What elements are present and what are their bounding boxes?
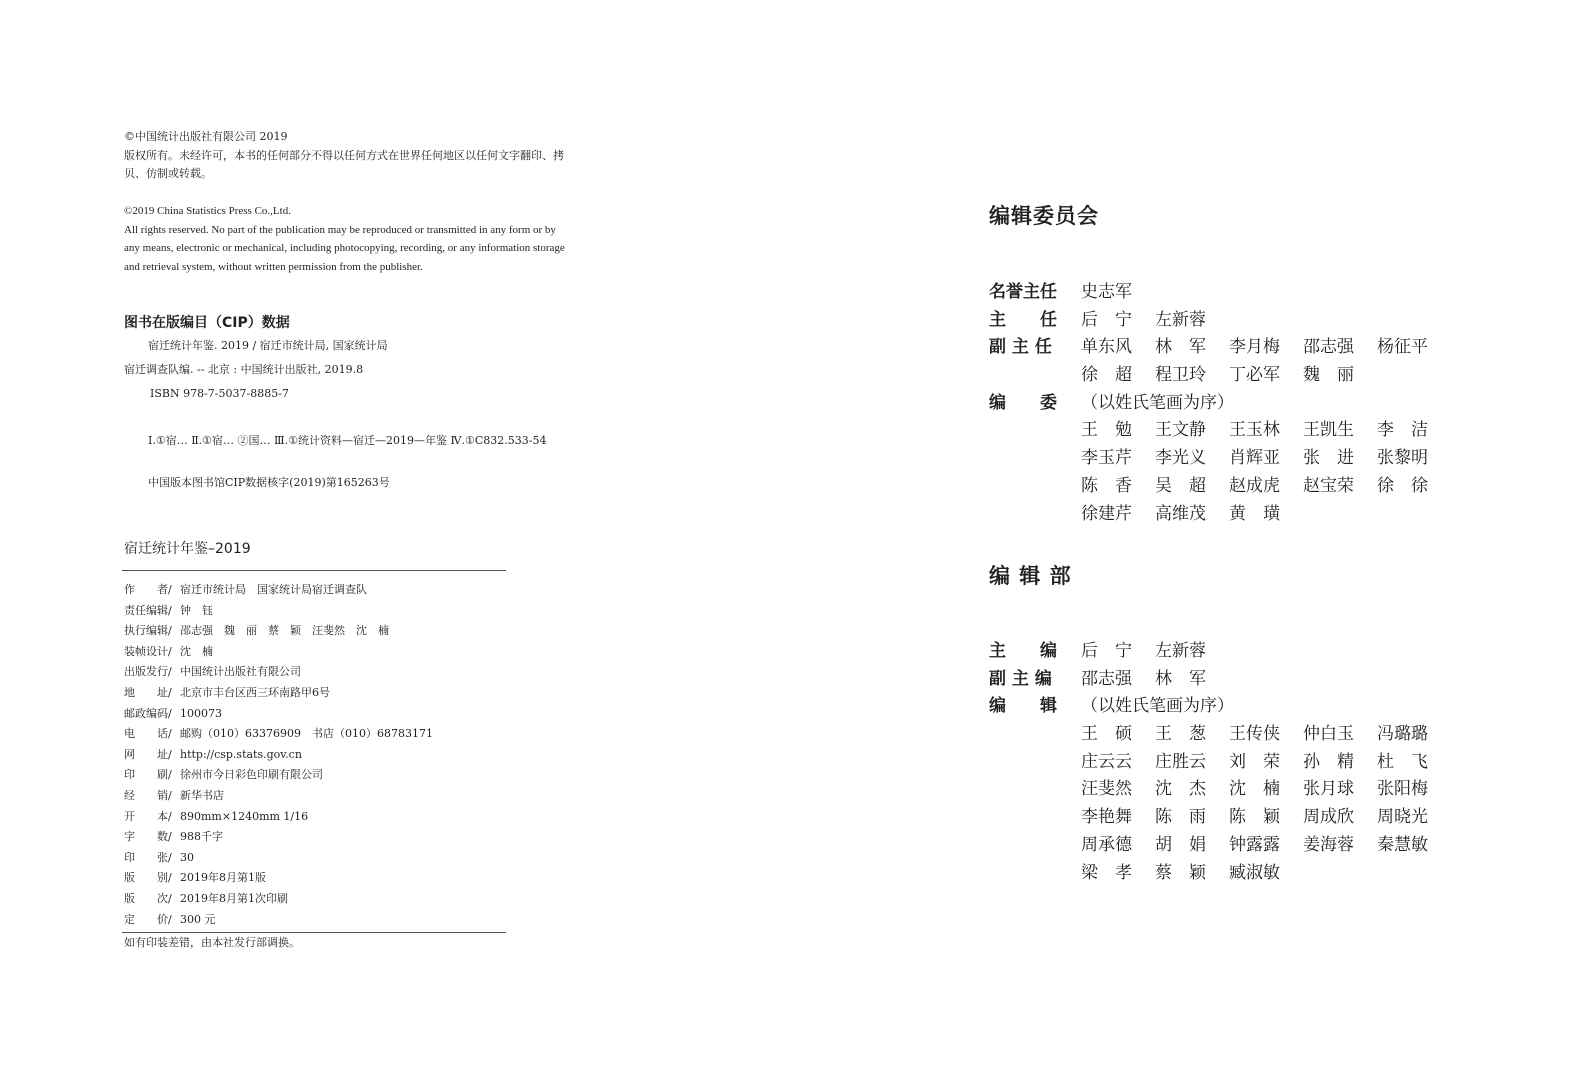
editorial-row bbox=[989, 638, 1451, 666]
person-name: 邵志强 bbox=[1081, 668, 1132, 689]
book-info-row bbox=[124, 724, 433, 745]
book-info-label: 装帧设计/ bbox=[124, 644, 172, 658]
person-name: 林 军 bbox=[1155, 668, 1206, 689]
cip-title: 图书在版编目（CIP）数据 bbox=[124, 315, 290, 331]
person-name: 陈 颖 bbox=[1229, 807, 1280, 828]
person-name: 蔡 颖 bbox=[1155, 862, 1206, 883]
editorial-role-label bbox=[989, 721, 1081, 749]
person-name: （以姓氏笔画为序） bbox=[1081, 696, 1234, 717]
committee-role-label: 主 任 bbox=[989, 309, 1057, 330]
person-name: 王 硕 bbox=[1081, 724, 1132, 745]
editorial-row bbox=[989, 666, 1451, 694]
person-name: 程卫玲 bbox=[1155, 365, 1206, 386]
cip-line: 宿迁调查队编. -- 北京 : 中国统计出版社, 2019.8 bbox=[124, 363, 364, 376]
book-info-label: 开 本/ bbox=[124, 809, 172, 823]
committee-row bbox=[989, 307, 1451, 335]
person-name: 胡 娟 bbox=[1155, 834, 1206, 855]
person-name: 史志军 bbox=[1081, 282, 1132, 302]
book-info-label: 网 址/ bbox=[124, 747, 172, 761]
book-info-row bbox=[124, 868, 433, 889]
editorial-row bbox=[989, 721, 1451, 749]
committee-names bbox=[1081, 417, 1451, 445]
person-name: 汪斐然 bbox=[1081, 779, 1132, 800]
person-name: 孙 精 bbox=[1303, 751, 1354, 772]
person-name: 王 葱 bbox=[1155, 724, 1206, 745]
person-name: 仲白玉 bbox=[1303, 724, 1354, 745]
committee-names bbox=[1081, 334, 1451, 362]
book-info-row bbox=[124, 786, 433, 807]
person-name: 肖辉亚 bbox=[1229, 448, 1280, 469]
copyright-en bbox=[124, 202, 565, 276]
editorial-row bbox=[989, 693, 1451, 721]
book-info-value: http://csp.stats.gov.cn bbox=[180, 747, 302, 761]
book-info-row bbox=[124, 704, 433, 725]
person-name: 赵宝荣 bbox=[1303, 475, 1354, 496]
person-name: 沈 楠 bbox=[1229, 779, 1280, 800]
editorial-row bbox=[989, 832, 1451, 860]
committee-names bbox=[1081, 473, 1451, 501]
book-info-label: 版 别/ bbox=[124, 871, 172, 885]
person-name: 姜海蓉 bbox=[1303, 834, 1354, 855]
book-info-row bbox=[124, 580, 433, 601]
committee-roster bbox=[989, 279, 1451, 528]
book-info-label: 定 价/ bbox=[124, 912, 172, 926]
editorial-names bbox=[1081, 832, 1451, 860]
person-name: 臧淑敏 bbox=[1229, 862, 1280, 883]
book-info-value: 988千字 bbox=[180, 830, 223, 844]
book-info-value: 890mm×1240mm 1/16 bbox=[180, 809, 309, 823]
book-info-row bbox=[124, 910, 433, 931]
person-name: 赵成虎 bbox=[1229, 475, 1280, 496]
person-name: 杨征平 bbox=[1377, 337, 1428, 358]
person-name: 梁 孝 bbox=[1081, 862, 1132, 883]
copyright-cn-line: 贝、仿制或转载。 bbox=[124, 167, 212, 180]
person-name: 张阳梅 bbox=[1377, 779, 1428, 800]
person-name: 王 勉 bbox=[1081, 420, 1132, 441]
editorial-role-label bbox=[989, 749, 1081, 777]
book-info-value: 100073 bbox=[180, 706, 222, 720]
book-info-table bbox=[124, 580, 433, 930]
book-info-label: 经 销/ bbox=[124, 788, 172, 802]
book-info-row bbox=[124, 765, 433, 786]
book-info-label: 责任编辑/ bbox=[124, 603, 172, 617]
book-info-value: 宿迁市统计局 国家统计局宿迁调查队 bbox=[180, 583, 367, 596]
committee-names bbox=[1081, 279, 1155, 307]
committee-names bbox=[1081, 390, 1234, 418]
book-info-label: 印 刷/ bbox=[124, 768, 172, 782]
person-name: 陈 香 bbox=[1081, 475, 1132, 496]
book-info-label: 电 话/ bbox=[124, 727, 172, 741]
book-info-row bbox=[124, 683, 433, 704]
committee-row bbox=[989, 473, 1451, 501]
editorial-row bbox=[989, 804, 1451, 832]
book-info-label: 邮政编码/ bbox=[124, 706, 172, 720]
person-name: 黄 璜 bbox=[1229, 503, 1280, 524]
committee-role-label: 名誉主任 bbox=[989, 282, 1057, 302]
person-name: 李 洁 bbox=[1377, 420, 1428, 441]
person-name: 徐建芹 bbox=[1081, 503, 1132, 524]
book-info-value: 徐州市今日彩色印刷有限公司 bbox=[180, 768, 323, 782]
person-name: 秦慧敏 bbox=[1377, 834, 1428, 855]
person-name: 张黎明 bbox=[1377, 448, 1428, 469]
editorial-role-label bbox=[989, 776, 1081, 804]
committee-role-label bbox=[989, 501, 1081, 529]
book-info-row bbox=[124, 889, 433, 910]
person-name: 李月梅 bbox=[1229, 337, 1280, 358]
person-name: 李光义 bbox=[1155, 448, 1206, 469]
person-name: 吴 超 bbox=[1155, 475, 1206, 496]
editorial-names bbox=[1081, 776, 1451, 804]
person-name: 林 军 bbox=[1155, 337, 1206, 358]
book-info-value: 300 元 bbox=[180, 912, 216, 926]
editorial-row bbox=[989, 776, 1451, 804]
person-name: 李玉芹 bbox=[1081, 448, 1132, 469]
committee-names bbox=[1081, 445, 1451, 473]
person-name: 王文静 bbox=[1155, 420, 1206, 441]
editorial-role-label: 编 辑 bbox=[989, 696, 1057, 717]
committee-row bbox=[989, 501, 1451, 529]
person-name: 王玉林 bbox=[1229, 420, 1280, 441]
person-name: 周晓光 bbox=[1377, 807, 1428, 828]
book-info-row bbox=[124, 601, 433, 622]
book-info-label: 作 者/ bbox=[124, 583, 172, 596]
book-info-value: 沈 楠 bbox=[180, 644, 213, 658]
person-name: 刘 荣 bbox=[1229, 751, 1280, 772]
copyright-cn-line: 版权所有。未经许可，本书的任何部分不得以任何方式在世界任何地区以任何文字翻印、拷 bbox=[124, 148, 564, 162]
book-info-row bbox=[124, 848, 433, 869]
person-name: 左新蓉 bbox=[1155, 641, 1206, 661]
cip-line: 宿迁统计年鉴. 2019 / 宿迁市统计局, 国家统计局 bbox=[148, 339, 388, 352]
editorial-role-label: 主 编 bbox=[989, 641, 1057, 661]
editorial-names bbox=[1081, 804, 1451, 832]
copyright-en-line: ©2019 China Statistics Press Co.,Ltd. bbox=[124, 205, 291, 217]
person-name: 冯璐璐 bbox=[1377, 724, 1428, 745]
book-info-row bbox=[124, 621, 433, 642]
committee-role-label bbox=[989, 362, 1081, 390]
editorial-names bbox=[1081, 693, 1234, 721]
book-info-row bbox=[124, 662, 433, 683]
person-name: 邵志强 bbox=[1303, 337, 1354, 358]
committee-role-label: 副 主 任 bbox=[989, 337, 1052, 358]
book-info-row bbox=[124, 642, 433, 663]
book-info-label: 出版发行/ bbox=[124, 665, 172, 679]
copyright-cn bbox=[124, 128, 564, 184]
book-info-label: 地 址/ bbox=[124, 685, 172, 699]
person-name: 杜 飞 bbox=[1377, 751, 1428, 772]
committee-row bbox=[989, 445, 1451, 473]
book-info-row bbox=[124, 745, 433, 766]
book-info-value: 钟 钰 bbox=[180, 603, 213, 617]
divider bbox=[122, 932, 506, 933]
editorial-names bbox=[1081, 860, 1303, 888]
person-name: 单东风 bbox=[1081, 337, 1132, 358]
book-info-label: 印 张/ bbox=[124, 850, 172, 864]
book-title: 宿迁统计年鉴–2019 bbox=[124, 541, 251, 557]
committee-names bbox=[1081, 501, 1303, 529]
cip-record: 中国版本图书馆CIP数据核字(2019)第165263号 bbox=[148, 476, 390, 489]
editorial-names bbox=[1081, 749, 1451, 777]
person-name: 陈 雨 bbox=[1155, 807, 1206, 828]
book-info-value: 2019年8月第1次印刷 bbox=[180, 891, 288, 905]
person-name: 后 宁 bbox=[1081, 641, 1132, 661]
person-name: 徐 超 bbox=[1081, 365, 1132, 386]
committee-role-label bbox=[989, 445, 1081, 473]
divider bbox=[122, 570, 506, 571]
person-name: 周承德 bbox=[1081, 834, 1132, 855]
book-info-value: 中国统计出版社有限公司 bbox=[180, 665, 301, 679]
person-name: 庄云云 bbox=[1081, 751, 1132, 772]
book-info-value: 邵志强 魏 丽 蔡 颖 汪斐然 沈 楠 bbox=[180, 624, 389, 638]
footer-note: 如有印装差错，由本社发行部调换。 bbox=[124, 936, 300, 949]
book-info-row bbox=[124, 807, 433, 828]
person-name: 高维茂 bbox=[1155, 503, 1206, 524]
person-name: 沈 杰 bbox=[1155, 779, 1206, 800]
copyright-en-line: and retrieval system, without written permission from the publisher. bbox=[124, 260, 423, 273]
person-name: 钟露露 bbox=[1229, 834, 1280, 855]
editorial-title: 编 辑 部 bbox=[989, 564, 1072, 588]
person-name: 左新蓉 bbox=[1155, 309, 1206, 330]
book-info-value: 30 bbox=[180, 850, 194, 864]
copyright-en-line: All rights reserved. No part of the publication may be reproduced or transmitted in any form or by bbox=[124, 223, 556, 236]
editorial-role-label bbox=[989, 804, 1081, 832]
committee-row bbox=[989, 417, 1451, 445]
person-name: 李艳舞 bbox=[1081, 807, 1132, 828]
editorial-row bbox=[989, 749, 1451, 777]
person-name: 王传侠 bbox=[1229, 724, 1280, 745]
editorial-role-label bbox=[989, 832, 1081, 860]
book-info-label: 字 数/ bbox=[124, 830, 172, 844]
book-info-value: 2019年8月第1版 bbox=[180, 871, 266, 885]
cip-classification: Ⅰ.①宿… Ⅱ.①宿… ②国… Ⅲ.①统计资料—宿迁—2019—年鉴 Ⅳ.①C832.533-54 bbox=[148, 434, 547, 447]
copyright-en-line: any means, electronic or mechanical, including photocopying, recording, or any information storage bbox=[124, 242, 565, 254]
editorial-roster bbox=[989, 638, 1451, 887]
person-name: 周成欣 bbox=[1303, 807, 1354, 828]
editorial-row bbox=[989, 860, 1451, 888]
committee-row bbox=[989, 334, 1451, 362]
editorial-names bbox=[1081, 666, 1229, 694]
editorial-role-label bbox=[989, 860, 1081, 888]
person-name: 王凯生 bbox=[1303, 420, 1354, 441]
committee-names bbox=[1081, 307, 1229, 335]
committee-row bbox=[989, 279, 1451, 307]
person-name: 徐 徐 bbox=[1377, 475, 1428, 496]
committee-row bbox=[989, 362, 1451, 390]
person-name: （以姓氏笔画为序） bbox=[1081, 392, 1234, 413]
book-info-row bbox=[124, 827, 433, 848]
person-name: 魏 丽 bbox=[1303, 365, 1354, 386]
person-name: 后 宁 bbox=[1081, 309, 1132, 330]
book-info-value: 邮购（010）63376909 书店（010）68783171 bbox=[180, 727, 433, 741]
book-info-label: 执行编辑/ bbox=[124, 624, 172, 638]
copyright-cn-line: ©中国统计出版社有限公司 2019 bbox=[124, 130, 288, 143]
committee-names bbox=[1081, 362, 1377, 390]
book-info-value: 新华书店 bbox=[180, 788, 224, 802]
editorial-names bbox=[1081, 638, 1229, 666]
committee-role-label: 编 委 bbox=[989, 392, 1057, 413]
committee-role-label bbox=[989, 417, 1081, 445]
committee-role-label bbox=[989, 473, 1081, 501]
person-name: 庄胜云 bbox=[1155, 751, 1206, 772]
cip-isbn: ISBN 978-7-5037-8885-7 bbox=[150, 387, 289, 400]
person-name: 张月球 bbox=[1303, 779, 1354, 800]
book-info-label: 版 次/ bbox=[124, 891, 172, 905]
committee-row bbox=[989, 390, 1451, 418]
editorial-names bbox=[1081, 721, 1451, 749]
person-name: 丁必军 bbox=[1229, 365, 1280, 386]
book-info-value: 北京市丰台区西三环南路甲6号 bbox=[180, 685, 330, 699]
editorial-role-label: 副 主 编 bbox=[989, 668, 1052, 689]
committee-title: 编辑委员会 bbox=[989, 204, 1099, 228]
person-name: 张 进 bbox=[1303, 448, 1354, 469]
